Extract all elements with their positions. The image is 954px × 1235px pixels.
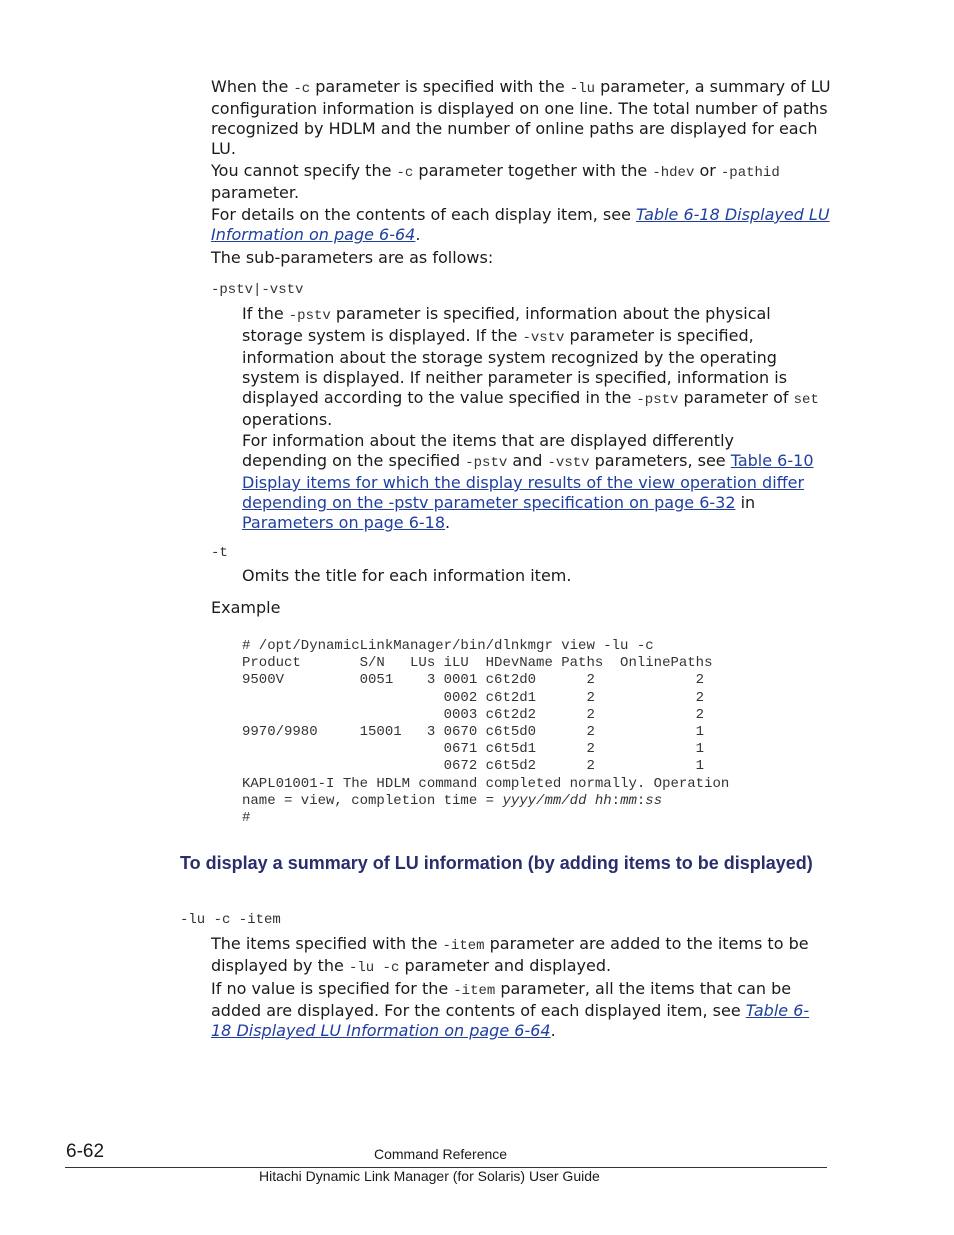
- section-heading: To display a summary of LU information (by adding items to be displayed): [180, 853, 813, 873]
- code-pathid: -pathid: [720, 165, 780, 181]
- text: operations.: [242, 410, 333, 429]
- text: parameter are added to the items to be displayed by the: [211, 934, 809, 975]
- code-vstv: -vstv: [547, 455, 590, 471]
- code-minute-placeholder: mm: [620, 792, 637, 809]
- code-line: name = view, completion time =: [242, 792, 503, 809]
- footer-guide-title: Hitachi Dynamic Link Manager (for Solaris) User Guide: [259, 1168, 600, 1184]
- text: parameter and displayed.: [399, 956, 612, 975]
- code-line: 0672 c6t5d2 2 1: [242, 758, 705, 775]
- link-table-6-18[interactable]: Table 6-18 Displayed LU Information on page 6-64: [211, 205, 830, 244]
- code-set: set: [793, 392, 819, 408]
- text: The items specified with the: [211, 934, 443, 953]
- text: parameter together with the: [413, 161, 653, 180]
- text: parameter of: [678, 388, 794, 407]
- code-lu: -lu: [569, 81, 596, 97]
- text: parameter is specified, information about the physical storage system is displayed. If the: [242, 304, 771, 345]
- subparam-item-description: [211, 934, 826, 978]
- subparam-name-lu-c-item: -lu -c -item: [180, 912, 281, 928]
- text: You cannot specify the: [211, 161, 397, 180]
- code-c: -c: [293, 81, 311, 97]
- code-c: -c: [396, 165, 414, 181]
- text: If the: [242, 304, 289, 323]
- code-vstv: -vstv: [522, 330, 565, 346]
- code-item: -item: [442, 938, 485, 954]
- text: parameters, see: [589, 451, 731, 470]
- code-lu-c: -lu -c: [348, 960, 400, 976]
- code-sep: :: [636, 792, 646, 809]
- code-line: #: [242, 810, 251, 827]
- text: parameter, a summary of LU configuration information is displayed on one line. The total number of paths recognized by HDLM and the number of online paths are displayed for each LU.: [211, 77, 831, 158]
- code-date-placeholder: yyyy/mm/dd hh: [502, 792, 612, 809]
- link-table-6-10[interactable]: Table 6-10 Display items for which the display results of the view operation differ depending on the -pstv parameter specification on page 6-32: [242, 451, 814, 512]
- paragraph-subparams-intro: The sub-parameters are as follows:: [211, 248, 494, 267]
- code-second-placeholder: ss: [645, 792, 663, 809]
- code-line: # /opt/DynamicLinkManager/bin/dlnkmgr view -lu -c: [242, 638, 654, 654]
- text: .: [550, 1021, 556, 1040]
- text: parameter.: [211, 183, 300, 202]
- page-number: 6-62: [66, 1141, 105, 1162]
- code-pstv: -pstv: [465, 455, 508, 471]
- text: in: [735, 493, 756, 512]
- text: parameter, all the items that can be added are displayed. For the contents of each displayed item, see: [211, 979, 792, 1020]
- code-sep: :: [611, 792, 621, 809]
- code-line: KAPL01001-I The HDLM command completed normally. Operation: [242, 775, 730, 792]
- text: .: [445, 513, 451, 532]
- subparam-pstv-description: [242, 304, 822, 430]
- code-pstv: -pstv: [288, 308, 331, 324]
- text: or: [694, 161, 721, 180]
- footer-section-title: Command Reference: [374, 1146, 508, 1162]
- subparam-item-no-value: [211, 979, 826, 1041]
- text: parameter is specified with the: [310, 77, 570, 96]
- text: parameter is specified, information about the storage system recognized by the operating system is displayed. If neither parameter is specified, information is displayed according to the value specified in the: [242, 326, 788, 407]
- code-line: 9500V 0051 3 0001 c6t2d0 2 2: [242, 672, 705, 689]
- code-line: 9970/9980 15001 3 0670 c6t5d0 2 1: [242, 724, 705, 741]
- subparam-pstv-see-also: [242, 431, 822, 533]
- code-line: Product S/N LUs iLU HDevName Paths OnlinePaths: [242, 655, 713, 672]
- text: For details on the contents of each display item, see: [211, 205, 637, 224]
- text: and: [507, 451, 548, 470]
- code-line: 0671 c6t5d1 2 1: [242, 741, 705, 758]
- subparam-name-t: -t: [211, 545, 228, 561]
- link-table-6-18[interactable]: Table 6-18 Displayed LU Information on page 6-64: [211, 1001, 810, 1040]
- subparam-t-description: Omits the title for each information item.: [242, 566, 572, 585]
- paragraph-c-restriction: [211, 161, 831, 203]
- paragraph-c-parameter: [211, 77, 831, 159]
- text: When the: [211, 77, 294, 96]
- code-hdev: -hdev: [652, 165, 695, 181]
- example-code-block: [242, 638, 729, 827]
- code-item: -item: [453, 983, 496, 999]
- code-pstv: -pstv: [636, 392, 679, 408]
- subparam-name-pstv-vstv: -pstv|-vstv: [211, 282, 304, 298]
- text: For information about the items that are displayed differently depending on the specified: [242, 431, 734, 470]
- text: If no value is specified for the: [211, 979, 454, 998]
- link-parameters[interactable]: Parameters on page 6-18: [242, 513, 446, 532]
- code-line: 0003 c6t2d2 2 2: [242, 706, 705, 723]
- example-label: Example: [211, 598, 281, 617]
- text: .: [415, 225, 421, 244]
- paragraph-details: [211, 205, 831, 245]
- code-line: 0002 c6t2d1 2 2: [242, 689, 705, 706]
